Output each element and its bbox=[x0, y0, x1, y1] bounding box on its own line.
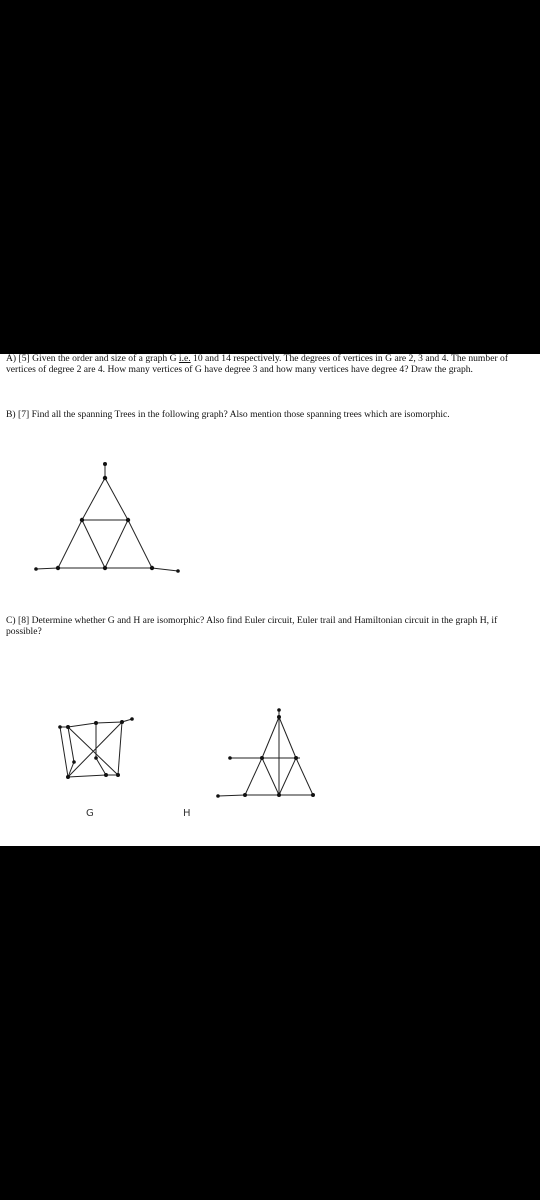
question-a-text-pre: Given the order and size of a graph G bbox=[32, 353, 179, 364]
graph-h-label: H bbox=[183, 808, 191, 819]
graph-g-label: G bbox=[86, 808, 94, 819]
question-sheet bbox=[0, 354, 540, 846]
question-c-marks: [8] bbox=[18, 615, 30, 626]
question-b-text: Find all the spanning Trees in the following graph? Also mention those spanning trees which are isomorphic. bbox=[31, 409, 450, 420]
question-a-label: A) bbox=[6, 353, 17, 364]
question-b-marks: [7] bbox=[18, 409, 30, 420]
question-c-label: C) bbox=[6, 615, 16, 626]
graph-b-figure bbox=[0, 354, 540, 846]
question-a-ie: i.e. bbox=[178, 353, 191, 364]
question-b-label: B) bbox=[6, 409, 16, 420]
question-c-text: Determine whether G and H are isomorphic? Also find Euler circuit, Euler trail and Hamiltonian circuit in the graph H, if possible? bbox=[6, 615, 498, 637]
question-a-text-post: 10 and 14 respectively. The degrees of vertices in G are 2, 3 and 4. The number of vertices of degree 2 are 4. How many vertices of G have degree 3 and how many vertices have degree 4? Draw the graph. bbox=[6, 353, 509, 375]
question-c bbox=[6, 616, 522, 637]
question-a-marks: [5] bbox=[18, 353, 30, 364]
